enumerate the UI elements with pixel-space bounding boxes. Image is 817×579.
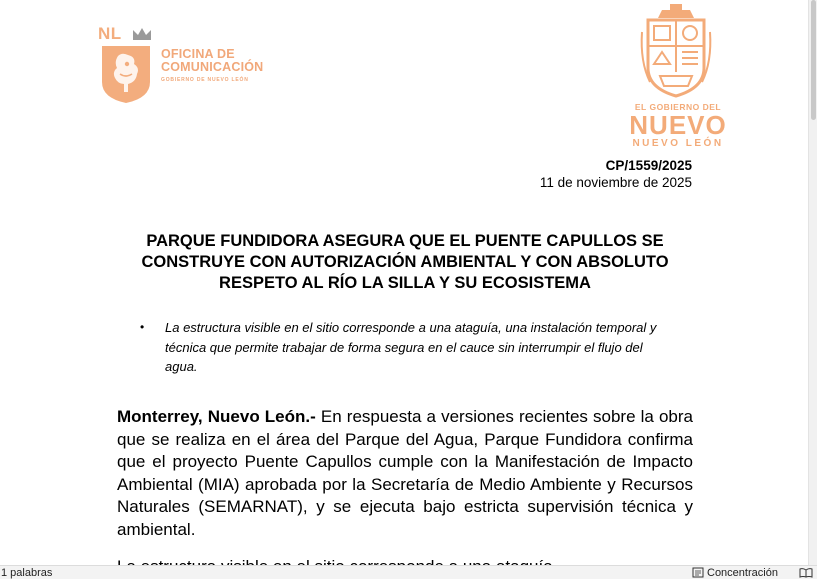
focus-mode-button[interactable] bbox=[692, 566, 778, 579]
crown-icon bbox=[132, 27, 152, 41]
lion-shield-icon bbox=[100, 44, 152, 104]
bullet-text[interactable] bbox=[165, 318, 660, 377]
gobierno-del-text: EL GOBIERNO DEL bbox=[634, 102, 722, 112]
word-count[interactable]: 1 palabras bbox=[1, 567, 53, 579]
focus-icon bbox=[692, 567, 704, 578]
gobierno-nuevo-leon-logo bbox=[618, 2, 738, 152]
bullet-marker: • bbox=[140, 320, 145, 334]
oficina-title-line1: OFICINA DE bbox=[161, 47, 235, 61]
body-paragraph-1[interactable] bbox=[117, 406, 693, 541]
press-release-date: 11 de noviembre de 2025 bbox=[539, 175, 692, 190]
vertical-scrollbar[interactable] bbox=[808, 0, 817, 565]
scrollbar-thumb[interactable] bbox=[811, 0, 816, 120]
nl-badge: NL bbox=[98, 24, 122, 43]
status-bar bbox=[0, 565, 817, 579]
coat-of-arms-icon bbox=[640, 2, 712, 98]
paragraph-1-text: En respuesta a versiones recientes sobre la obra que se realiza en el área del Parque del Agua, Parque Fundidora confirma que el proyecto Puente Capullos cumple con la Manifestación de Impacto Ambiental (MIA) aprobada por la Secretaría de Medio Ambiente y Recursos Naturales (SEMARNAT), y se ejecuta bajo estricta supervisión técnica y ambiental. bbox=[117, 407, 693, 539]
nuevo-leon-text: NUEVO LEÓN bbox=[632, 138, 724, 149]
press-release-reference: CP/1559/2025 bbox=[605, 158, 692, 173]
dateline: Monterrey, Nuevo León.- bbox=[117, 407, 316, 426]
read-mode-icon[interactable] bbox=[799, 567, 813, 578]
nuevo-text: NUEVO bbox=[629, 110, 727, 140]
oficina-title-line2: COMUNICACIÓN bbox=[161, 60, 264, 74]
oficina-subtitle: GOBIERNO DE NUEVO LEÓN bbox=[161, 77, 249, 83]
focus-mode-label: Concentración bbox=[707, 566, 778, 579]
oficina-comunicacion-logo bbox=[98, 24, 288, 106]
oficina-title bbox=[161, 48, 291, 74]
bullet-text-content: La estructura visible en el sitio corresponde a una ataguía, una instalación temporal y técnica que permite trabajar de forma segura en el cauce sin interrumpir el flujo del agua. bbox=[165, 320, 657, 374]
headline: PARQUE FUNDIDORA ASEGURA QUE EL PUENTE CAPULLOS SE CONSTRUYE CON AUTORIZACIÓN AMBIENTAL Y CON ABSOLUTO RESPETO AL RÍO LA SILLA Y SU ECOSISTEMA bbox=[141, 232, 669, 292]
